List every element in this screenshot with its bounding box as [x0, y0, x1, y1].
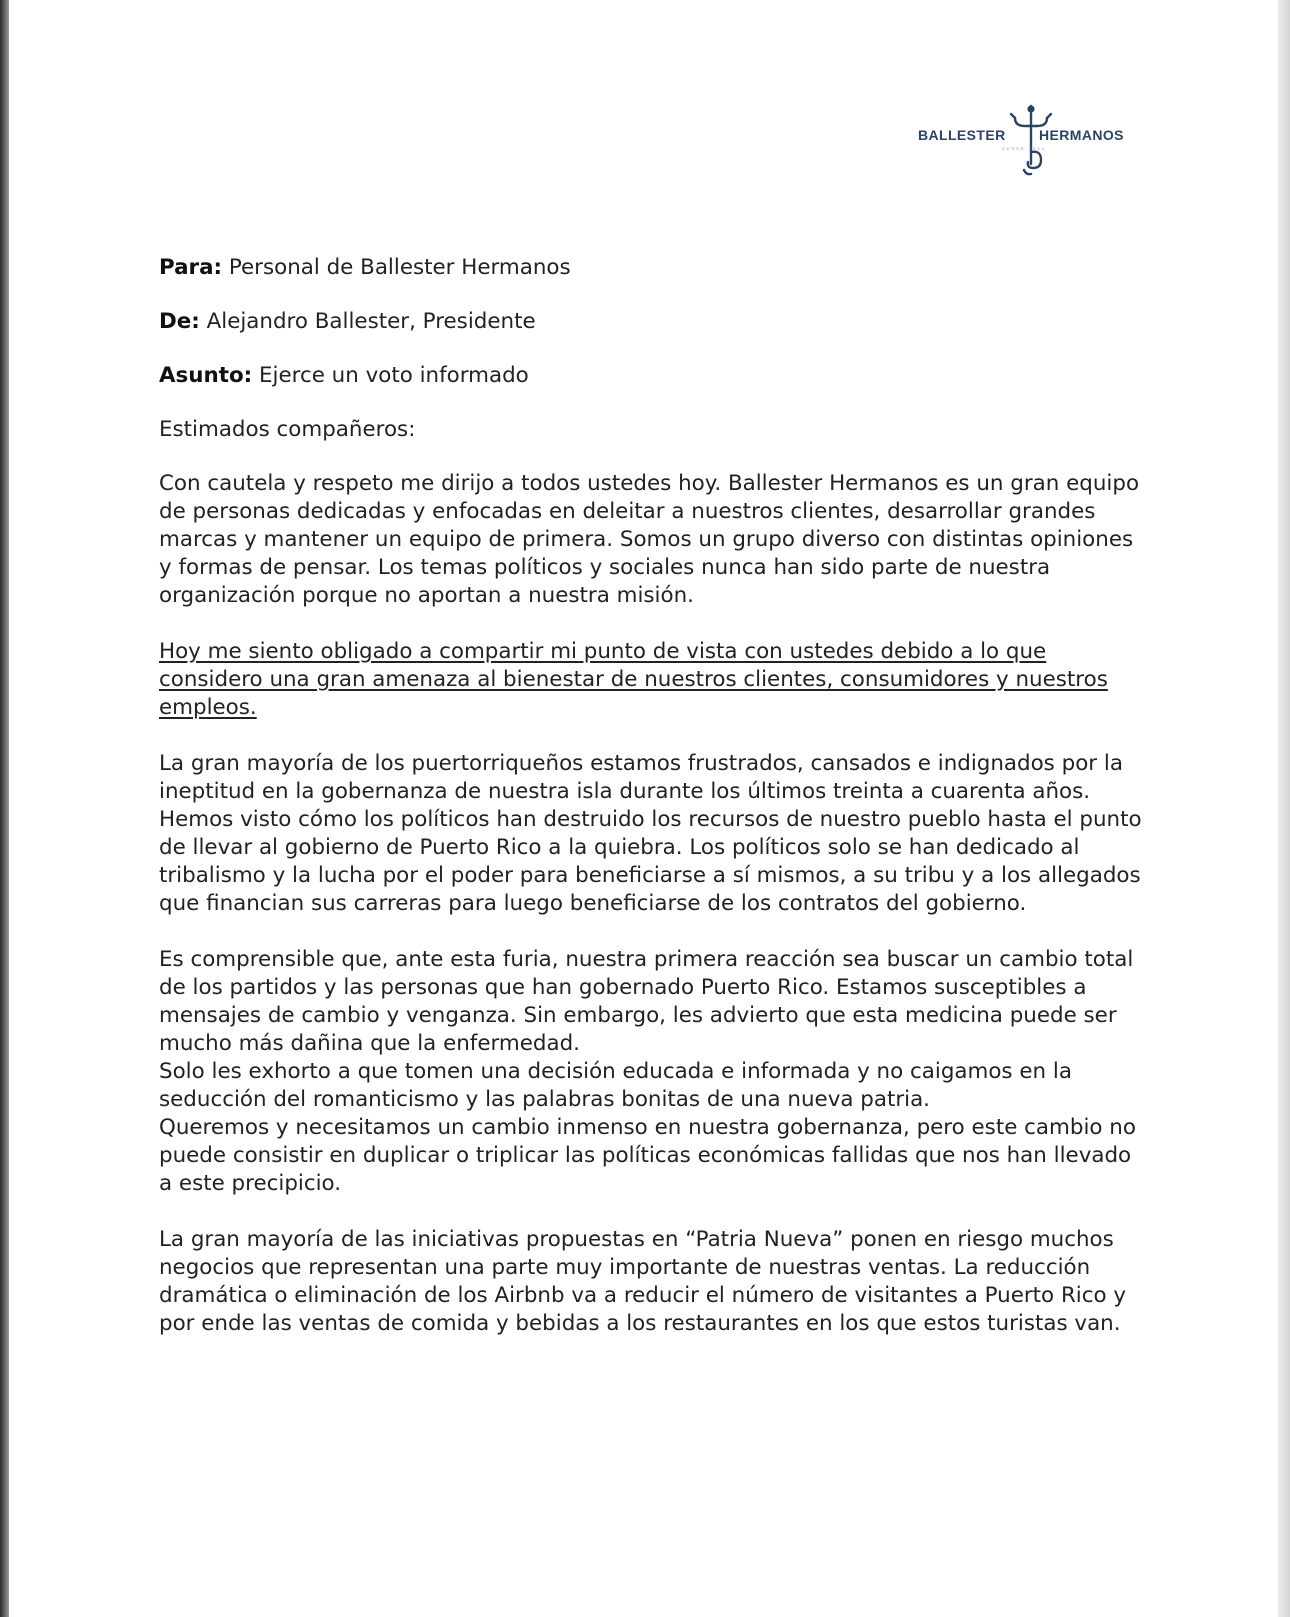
logo-right-word: HERMANOS: [1039, 127, 1124, 143]
paragraph-frustration: La gran mayoría de los puertorriqueños estamos frustrados, cansados e indignados por la ineptitud en la gobernanza de nuestra isla durante los últimos treinta a cuarenta años. Hemos visto cómo los políticos han destruido los recursos de nuestro pueblo hasta el punto de llevar al gobierno de Puerto Rico a la quiebra. Los políticos solo se han dedicado al tribalismo y la lucha por el poder para beneficiarse a sí mismos, a su tribu y a los allegados que financian sus carreras para luego beneficiarse de los contratos del gobierno.: [159, 751, 1142, 916]
memo-to: [159, 254, 1149, 282]
letter-body: [159, 254, 1149, 1366]
memo-to-label: Para:: [159, 255, 223, 280]
logo-mark: [918, 104, 1153, 180]
company-logo: [918, 104, 1153, 180]
paragraph-underlined: Hoy me siento obligado a compartir mi punto de vista con ustedes debido a lo que considero una gran amenaza al bienestar de nuestros clientes, consumidores y nuestros empleos.: [159, 639, 1108, 720]
paragraph-patria-nueva: La gran mayoría de las iniciativas propuestas en “Patria Nueva” ponen en riesgo muchos negocios que representan una parte muy importante de nuestras ventas. La reducción dramática o eliminación de los Airbnb va a reducir el número de visitantes a Puerto Rico y por ende las ventas de comida y bebidas a los restaurantes en los que estos turistas van.: [159, 1227, 1127, 1336]
memo-to-value: Personal de Ballester Hermanos: [222, 255, 571, 280]
scan-left-edge: [0, 0, 9, 1617]
paragraph-exhort: Solo les exhorto a que tomen una decisión educada e informada y no caigamos en la seducción del romanticismo y las palabras bonitas de una nueva patria.: [159, 1059, 1072, 1112]
logo-left-word: BALLESTER: [918, 127, 1006, 143]
memo-subject: [159, 362, 1149, 390]
memo-from: [159, 308, 1149, 336]
memo-from-value: Alejandro Ballester, Presidente: [199, 309, 536, 334]
greeting: Estimados compañeros:: [159, 417, 416, 442]
paragraph-governance: Queremos y necesitamos un cambio inmenso en nuestra gobernanza, pero este cambio no puede consistir en duplicar o triplicar las políticas económicas fallidas que nos han llevado a este precipicio.: [159, 1115, 1136, 1196]
logo-tagline: DESDE 1914: [1002, 146, 1046, 151]
paragraph-change: Es comprensible que, ante esta furia, nuestra primera reacción sea buscar un cambio total de los partidos y las personas que han gobernado Puerto Rico. Estamos susceptibles a mensajes de cambio y venganza. Sin embargo, les advierto que esta medicina puede ser mucho más dañina que la enfermedad.: [159, 947, 1134, 1056]
paragraph-intro: Con cautela y respeto me dirijo a todos ustedes hoy. Ballester Hermanos es un gran equipo de personas dedicadas y enfocadas en deleitar a nuestros clientes, desarrollar grandes marcas y mantener un equipo de primera. Somos un grupo diverso con distintas opiniones y formas de pensar. Los temas políticos y sociales nunca han sido parte de nuestra organización porque no aportan a nuestra misión.: [159, 471, 1140, 608]
memo-subject-label: Asunto:: [159, 363, 253, 388]
memo-subject-value: Ejerce un voto informado: [252, 363, 529, 388]
scan-right-edge: [1278, 0, 1290, 1617]
memo-from-label: De:: [159, 309, 200, 334]
